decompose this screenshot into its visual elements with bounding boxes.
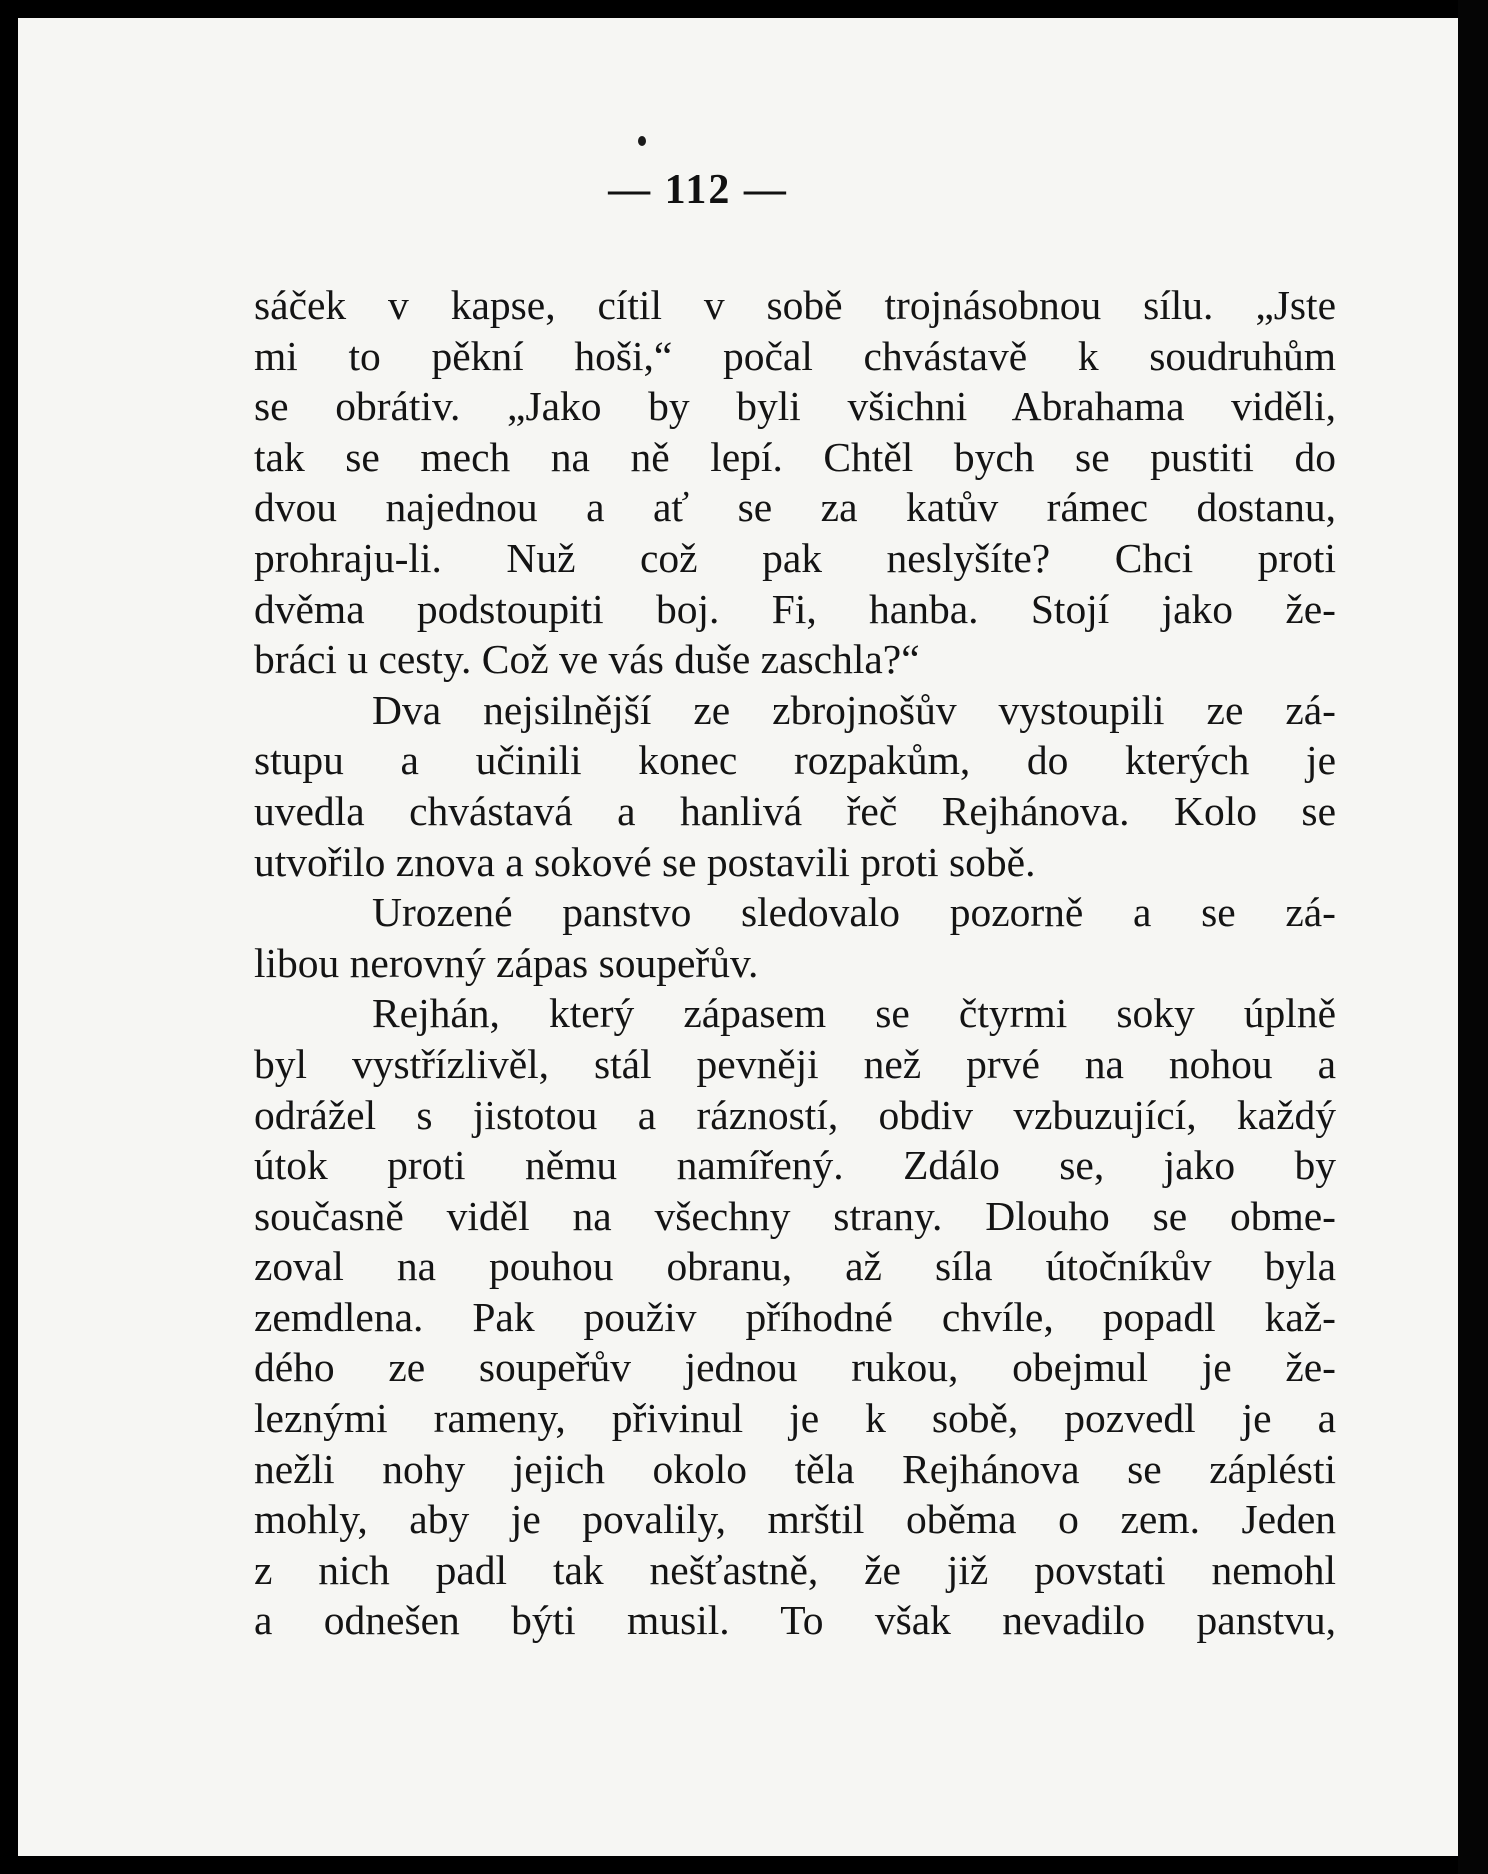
- text-line: libou nerovný zápas soupeřův.: [254, 939, 759, 986]
- text-line: dvěma podstoupiti boj. Fi, hanba. Stojí jako že-: [254, 585, 1336, 632]
- book-page: [18, 18, 1458, 1856]
- text-line: útok proti němu namířený. Zdálo se, jako by: [254, 1142, 1336, 1189]
- paragraph-first-line: Urozené panstvo sledovalo pozorně a se zá-: [372, 889, 1336, 936]
- text-line: zoval na pouhou obranu, až síla útočníkův byla: [254, 1243, 1336, 1290]
- text-line: nežli nohy jejich okolo těla Rejhánova se záplésti: [254, 1445, 1336, 1492]
- ink-speck: [638, 136, 646, 146]
- text-line: se obrátiv. „Jako by byli všichni Abrahama viděli,: [254, 383, 1336, 430]
- text-line: stupu a učinili konec rozpakům, do kterých je: [254, 737, 1336, 784]
- text-line: leznými rameny, přivinul je k sobě, pozvedl je a: [254, 1395, 1336, 1442]
- text-line: zemdlena. Pak použiv příhodné chvíle, popadl kaž-: [254, 1293, 1336, 1340]
- paragraph-first-line: Dva nejsilnější ze zbrojnošův vystoupili ze zá-: [372, 686, 1336, 733]
- text-line: dvou najednou a ať se za katův rámec dostanu,: [254, 484, 1336, 531]
- scan-border: [1458, 0, 1488, 1874]
- text-line: bráci u cesty. Což ve vás duše zaschla?“: [254, 636, 920, 683]
- text-line: z nich padl tak nešťastně, že již povstati nemohl: [254, 1546, 1336, 1593]
- paragraph-first-line: Rejhán, který zápasem se čtyrmi soky úplně: [372, 990, 1336, 1037]
- page-number: — 112 —: [608, 167, 788, 213]
- text-line: odrážel s jistotou a rázností, obdiv vzbuzující, každý: [254, 1091, 1336, 1138]
- text-line: mohly, aby je povalily, mrštil oběma o zem. Jeden: [254, 1496, 1336, 1543]
- text-line: uvedla chvástavá a hanlivá řeč Rejhánova. Kolo se: [254, 787, 1336, 834]
- text-line: a odnešen býti musil. To však nevadilo panstvu,: [254, 1597, 1336, 1644]
- text-line: sáček v kapse, cítil v sobě trojnásobnou sílu. „Jste: [254, 282, 1336, 328]
- text-line: byl vystřízlivěl, stál pevněji než prvé na nohou a: [254, 1040, 1336, 1087]
- text-line: tak se mech na ně lepí. Chtěl bych se pustiti do: [254, 433, 1336, 480]
- text-line: utvořilo znova a sokové se postavili proti sobě.: [254, 838, 1036, 885]
- text-line: současně viděl na všechny strany. Dlouho se obme-: [254, 1192, 1336, 1239]
- text-line: dého ze soupeřův jednou rukou, obejmul je že-: [254, 1344, 1336, 1391]
- text-line: mi to pěkní hoši,“ počal chvástavě k soudruhům: [254, 332, 1336, 379]
- page-body-text: [254, 280, 1336, 1646]
- text-line: prohraju-li. Nuž což pak neslyšíte? Chci proti: [254, 534, 1336, 581]
